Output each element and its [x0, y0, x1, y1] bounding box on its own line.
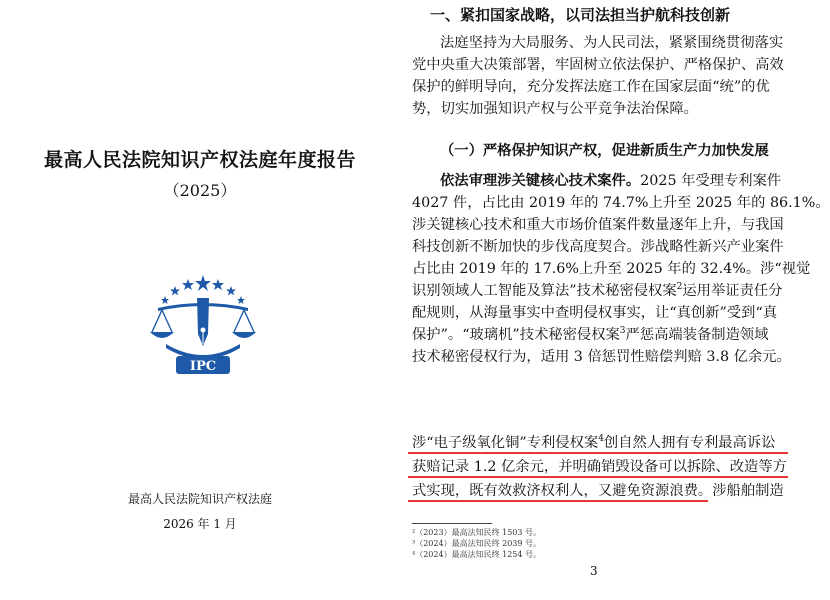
footnote: ⁴（2024）最高法知民终 1254 号。 [412, 550, 542, 559]
lead-sentence: 依法审理涉关键核心技术案件。 [440, 173, 641, 189]
paragraph-line: 科技创新不断加快的步伐高度契合。涉战略性新兴产业案件 [412, 239, 784, 255]
ipc-court-logo [148, 270, 258, 385]
footnote-ref: 4 [598, 434, 604, 445]
cover-page [0, 0, 400, 600]
paragraph-line: 法庭坚持为大局服务、为人民司法，紧紧围绕贯彻落实 [440, 35, 784, 51]
footnote-divider [412, 523, 492, 524]
issue-date: 2026 年 1 月 [163, 517, 237, 531]
highlighted-line: 涉“电子级氧化铜”专利侵权案$^4$创自然人拥有专利最高诉讼 [412, 434, 776, 451]
paragraph-line: 保护”。“玻璃机”技术秘密侵权案$^3$严惩高端装备制造领域 [412, 326, 769, 343]
star-icon [212, 279, 224, 290]
paragraph-line: 配规则，从海量事实中查明侵权事实，让“真创新”受到“真 [412, 305, 778, 321]
subsection-heading: （一）严格保护知识产权，促进新质生产力加快发展 [440, 143, 769, 159]
star-icon [170, 286, 180, 296]
footnote: ²（2023）最高法知民终 1503 号。 [412, 528, 542, 537]
star-icon [161, 296, 169, 304]
paragraph-line: 占比由 2019 年的 17.6%上升至 2025 年的 32.4%。涉“视觉 [412, 261, 811, 277]
star-icon [237, 296, 245, 304]
footnote: ³（2024）最高法知民终 2039 号。 [412, 539, 542, 548]
paragraph-line: 4027 件，占比由 2019 年的 74.7%上升至 2025 年的 86.1%。 [412, 195, 830, 211]
logo-text: IPC [189, 359, 217, 374]
red-underline [408, 452, 788, 454]
star-icon [182, 279, 194, 290]
highlighted-line: 式实现，既有效救济权利人，又避免资源浪费。涉船舶制造 [412, 483, 784, 499]
paragraph-line: 保护的鲜明导向，充分发挥法庭工作在国家层面“统”的优 [412, 79, 770, 95]
paragraph-line: 技术秘密侵权行为，适用 3 倍惩罚性赔偿判赔 3.8 亿余元。 [412, 349, 791, 365]
paragraph-line: 涉关键核心技术和重大市场价值案件数量逐年上升，与我国 [412, 217, 784, 233]
star-icon [226, 286, 236, 296]
report-title: 最高人民法院知识产权法庭年度报告 [43, 149, 356, 171]
highlighted-line: 获赔记录 1.2 亿余元，并明确销毁设备可以拆除、改造等方 [412, 459, 787, 475]
footnote-ref: 2 [676, 282, 683, 293]
footnote-ref: 3 [619, 326, 626, 337]
star-icon [195, 275, 211, 291]
section-heading: 一、紧扣国家战略，以司法担当护航科技创新 [430, 6, 731, 24]
issuer-name: 最高人民法院知识产权法庭 [127, 492, 272, 506]
paragraph-line [412, 170, 784, 192]
red-underline [408, 476, 788, 478]
report-year: （2025） [163, 181, 237, 200]
paragraph-line: 党中央重大决策部署，牢固树立依法保护、严格保护、高效 [412, 57, 784, 73]
paragraph-line: 势，切实加强知识产权与公平竞争法治保障。 [412, 101, 698, 117]
paragraph-line: 识别领域人工智能及算法”技术秘密侵权案$^2$运用举证责任分 [412, 282, 783, 299]
page-number: 3 [590, 564, 598, 578]
red-underline [408, 500, 708, 502]
lead-rest: 2025 年受理专利案件 [640, 173, 782, 189]
